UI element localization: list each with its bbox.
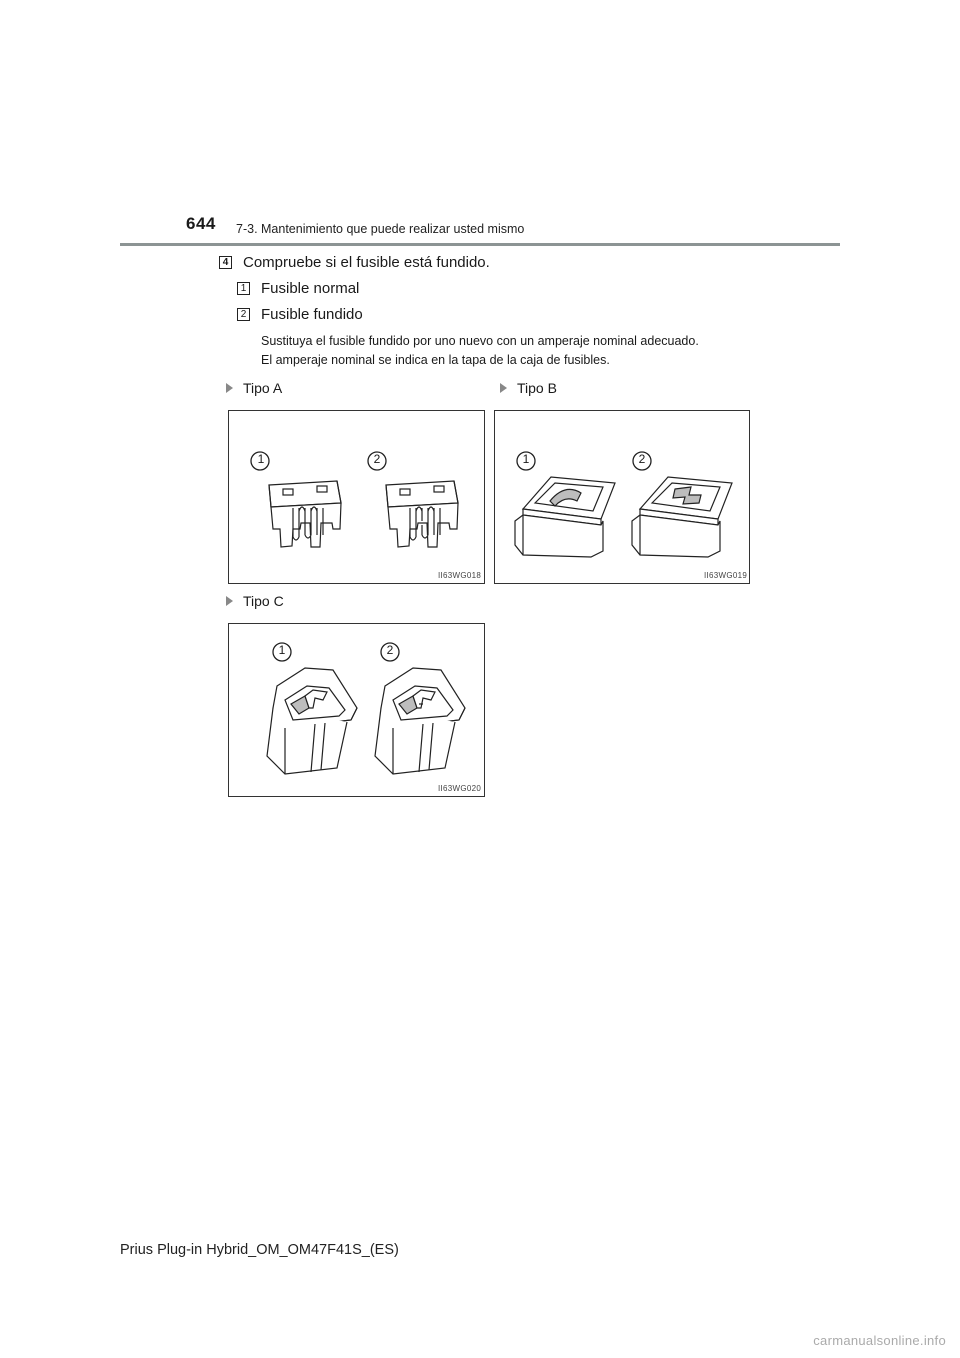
bullet-triangle-icon <box>226 596 233 606</box>
step-text: Compruebe si el fusible está fundido. <box>243 254 490 271</box>
watermark: carmanualsonline.info <box>813 1333 946 1348</box>
callout-2: 2 <box>638 452 646 466</box>
figure-type-c <box>228 623 485 797</box>
figure-label-type-b: Tipo B <box>500 380 557 396</box>
figure-label-type-a: Tipo A <box>226 380 282 396</box>
note-line: Sustituya el fusible fundido por uno nuevo con un amperaje nominal adecuado. <box>261 334 699 348</box>
item-number-box: 1 <box>237 282 250 295</box>
box-fuse-illustration <box>229 624 486 798</box>
step-number-box: 4 <box>219 256 232 269</box>
page-number: 644 <box>186 214 216 233</box>
callout-1: 1 <box>278 643 286 657</box>
cartridge-fuse-illustration <box>495 411 751 585</box>
section-title: 7-3. Mantenimiento que puede realizar usted mismo <box>236 222 525 236</box>
figure-label-type-c: Tipo C <box>226 593 284 609</box>
figure-code: II63WG019 <box>704 571 748 580</box>
figure-type-a <box>228 410 485 584</box>
figure-type-b <box>494 410 750 584</box>
footer-document-id: Prius Plug-in Hybrid_OM_OM47F41S_(ES) <box>120 1242 399 1258</box>
bullet-triangle-icon <box>500 383 507 393</box>
figure-code: II63WG018 <box>438 571 482 580</box>
header-rule <box>120 243 840 246</box>
blade-fuse-illustration <box>229 411 486 585</box>
note-line: El amperaje nominal se indica en la tapa de la caja de fusibles. <box>261 353 610 367</box>
item-number-box: 2 <box>237 308 250 321</box>
item-label-normal: Fusible normal <box>261 280 360 297</box>
item-label-blown: Fusible fundido <box>261 306 363 323</box>
callout-2: 2 <box>386 643 394 657</box>
bullet-triangle-icon <box>226 383 233 393</box>
callout-1: 1 <box>522 452 530 466</box>
callout-2: 2 <box>373 452 381 466</box>
callout-1: 1 <box>257 452 265 466</box>
figure-code: II63WG020 <box>438 784 482 793</box>
